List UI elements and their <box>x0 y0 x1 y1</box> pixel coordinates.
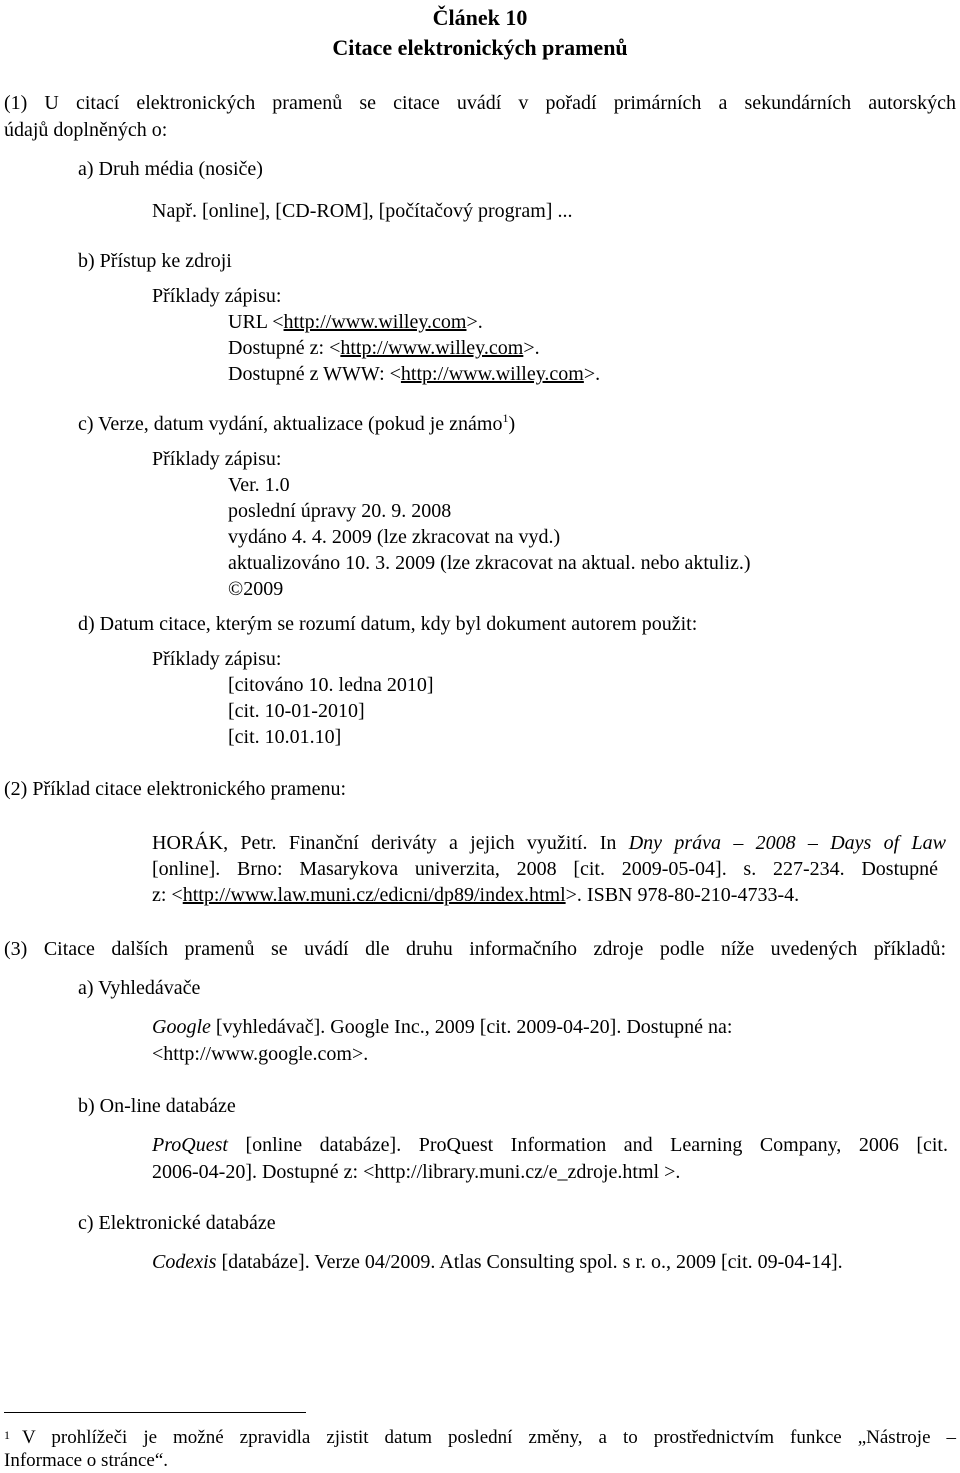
item-d-example-3: [cit. 10.01.10] <box>228 726 342 748</box>
section-1-intro-cont: údajů doplněných o: <box>4 119 168 141</box>
item-b-example-3: Dostupné z WWW: <http://www.willey.com>. <box>228 363 601 385</box>
article-title: Citace elektronických pramenů <box>332 35 628 60</box>
proquest-citation-line-2: 2006-04-20]. Dostupné z: <http://library.muni.cz/e_zdroje.html >. <box>152 1161 681 1183</box>
item-b-label: b) Přístup ke zdroji <box>78 250 232 272</box>
footnote-line-1: V prohlížeči je možné zpravidla zjistit datum poslední změny, a to prostřednictvím funkce „Nástroje – <box>22 1427 956 1448</box>
item-d-label: d) Datum citace, kterým se rozumí datum, kdy byl dokument autorem použit: <box>78 613 698 635</box>
item-c-example-5: ©2009 <box>228 578 284 600</box>
url-link[interactable]: http://www.willey.com <box>400 363 584 385</box>
item-b-example-2: Dostupné z: <http://www.willey.com>. <box>228 337 540 359</box>
item-b-example-1: URL <http://www.willey.com>. <box>228 311 483 333</box>
citation-example-line-3: z: <http://www.law.muni.cz/edicni/dp89/index.html>. ISBN 978-80-210-4733-4. <box>152 884 800 906</box>
footnote-ref: 1 <box>502 411 509 425</box>
item-b-examples-label: Příklady zápisu: <box>152 285 282 307</box>
citation-example-line-1: HORÁK, Petr. Finanční deriváty a jejich využití. In Dny práva – 2008 – Days of Law <box>152 832 946 854</box>
google-citation-line-1: Google [vyhledávač]. Google Inc., 2009 [cit. 2009-04-20]. Dostupné na: <box>152 1016 733 1038</box>
item-c-example-3: vydáno 4. 4. 2009 (lze zkracovat na vyd.) <box>228 526 561 548</box>
item-d-example-2: [cit. 10-01-2010] <box>228 700 365 722</box>
item-d-examples-label: Příklady zápisu: <box>152 648 282 670</box>
footnote-line-2: Informace o stránce“. <box>4 1450 169 1471</box>
item-c-example-2: poslední úpravy 20. 9. 2008 <box>228 500 452 522</box>
url-link[interactable]: http://www.law.muni.cz/edicni/dp89/index.html <box>182 884 566 906</box>
item-a-label: a) Druh média (nosiče) <box>78 158 263 180</box>
item-c-example-4: aktualizováno 10. 3. 2009 (lze zkracovat na aktual. nebo aktuliz.) <box>228 552 751 574</box>
item-c-label: c) Verze, datum vydání, aktualizace (pokud je známo$^1$) <box>78 411 516 435</box>
footnote-separator <box>4 1412 306 1413</box>
item-c-examples-label: Příklady zápisu: <box>152 448 282 470</box>
item-c-example-1: Ver. 1.0 <box>228 474 290 496</box>
url-link[interactable]: http://www.willey.com <box>283 311 467 333</box>
section-3-label: (3) Citace dalších pramenů se uvádí dle druhu informačního zdroje podle níže uvedených příkladů: <box>4 938 946 960</box>
section-1-intro: (1) U citací elektronických pramenů se citace uvádí v pořadí primárních a sekundárních autorských <box>4 92 956 114</box>
url-link[interactable]: http://www.willey.com <box>340 337 524 359</box>
footnote-mark: 1 <box>4 1428 10 1442</box>
section-2-label: (2) Příklad citace elektronického pramenu: <box>4 778 347 800</box>
article-number: Článek 10 <box>432 5 528 30</box>
item-3b-label: b) On-line databáze <box>78 1095 236 1117</box>
citation-example-line-2: [online]. Brno: Masarykova univerzita, 2008 [cit. 2009-05-04]. s. 227-234. Dostupné <box>152 858 938 880</box>
codexis-citation-line-1: Codexis [databáze]. Verze 04/2009. Atlas Consulting spol. s r. o., 2009 [cit. 09-04-14]. <box>152 1251 843 1273</box>
item-a-example: Např. [online], [CD-ROM], [počítačový program] ... <box>152 200 573 222</box>
item-d-example-1: [citováno 10. ledna 2010] <box>228 674 434 696</box>
proquest-citation-line-1: ProQuest [online databáze]. ProQuest Information and Learning Company, 2006 [cit. <box>152 1134 948 1156</box>
item-3a-label: a) Vyhledávače <box>78 977 201 999</box>
google-citation-line-2: <http://www.google.com>. <box>152 1043 369 1065</box>
item-3c-label: c) Elektronické databáze <box>78 1212 276 1234</box>
